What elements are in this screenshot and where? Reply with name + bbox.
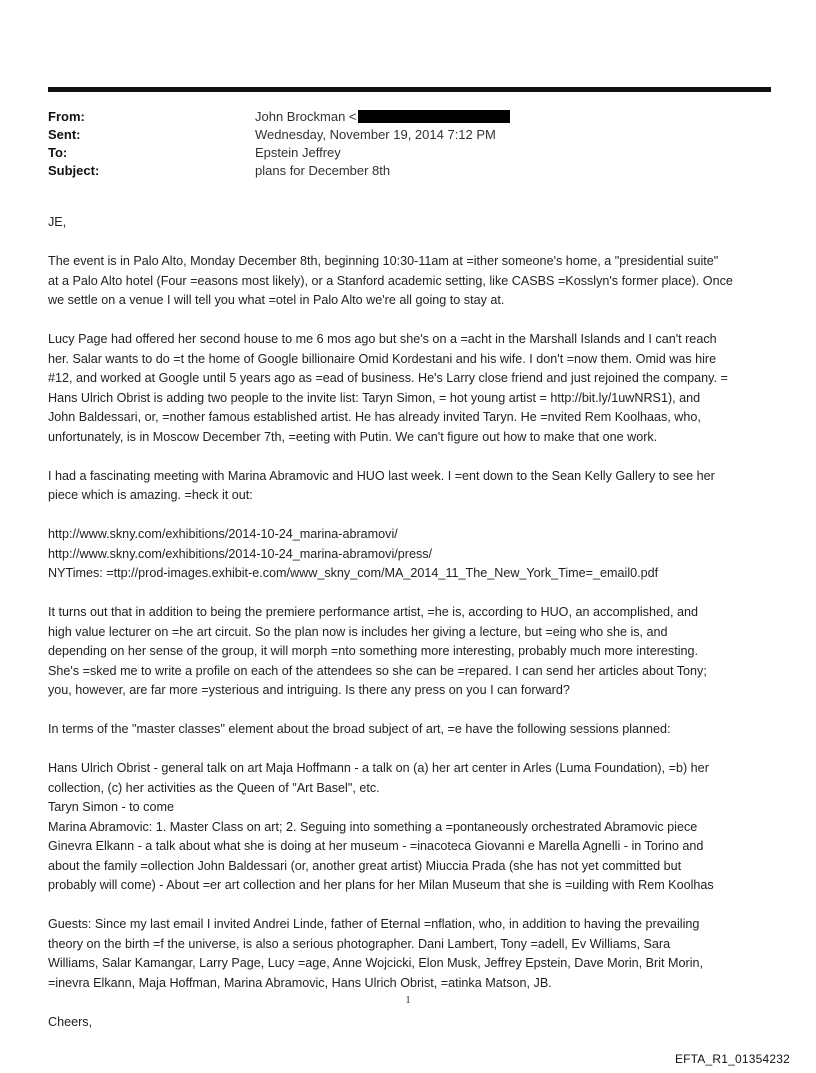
- body-paragraph: In terms of the "master classes" element about the broad subject of art, =e have the following sessions planned:: [48, 722, 671, 736]
- from-sender: John Brockman <: [255, 109, 357, 124]
- from-row: [48, 108, 768, 126]
- bates-number: EFTA_R1_01354232: [674, 1052, 790, 1066]
- to-value: Epstein Jeffrey: [255, 145, 341, 160]
- from-label: From:: [48, 109, 85, 124]
- body-paragraph: It turns out that in addition to being the premiere performance artist, =he is, according to HUO, an accomplished, and high value lecturer on =he art circuit. So the plan now is includes her giving a lecture, but =eing who she is, and depending on her sense of the group, it will morph =nto something more interesting, probably much more interesting. She's =sked me to write a profile on each of the attendees so she can be =repared. I can send her articles about Tony; you, however, are far more =ysterious and intriguing. Is there any press on you I can forward?: [48, 605, 707, 697]
- subject-label: Subject:: [48, 163, 100, 178]
- to-label: To:: [48, 145, 68, 160]
- sent-label: Sent:: [48, 127, 81, 142]
- sessions-list: Hans Ulrich Obrist - general talk on art Maja Hoffmann - a talk on (a) her art center in Arles (Luma Foundation), =b) her collection, (c) her activities as the Queen of "Art Basel", etc. Taryn Simon - to come Marina Abramovic: 1. Master Class on art; 2. Seguing into something a =pontaneously orchestrated Abramovic piece Ginevra Elkann - a talk about what she is doing at her museum - =inacoteca Giovanni e Marella Agnelli - in Torino and about the family =ollection John Baldessari (or, another great artist) Miuccia Prada (she has not yet committed but probably will come) - About =er art collection and her plans for her Milan Museum that she is =uilding with Rem Koolhas: [48, 761, 714, 892]
- email-header: [48, 108, 768, 180]
- body-paragraph: I had a fascinating meeting with Marina Abramovic and HUO last week. I =ent down to the Sean Kelly Gallery to see her piece which is amazing. =heck it out:: [48, 468, 715, 502]
- sent-row: [48, 126, 768, 144]
- body-paragraph: The event is in Palo Alto, Monday December 8th, beginning 10:30-11am at =ither someone's home, a "presidential suite" at a Palo Alto hotel (Four =easons most likely), or a Stanford academic setting, like CASBS =Kosslyn's former place). Once we settle on a venue I will tell you what =otel in Palo Alto we're all going to stay at.: [48, 254, 733, 307]
- guests-paragraph: Guests: Since my last email I invited Andrei Linde, father of Eternal =nflation, who, in addition to having the prevailing theory on the birth =f the universe, is also a serious photographer. Dani Lambert, Tony =adell, Ev Williams, Sara Williams, Salar Kamangar, Larry Page, Lucy =age, Anne Wojcicki, Elon Musk, Jeffrey Epstein, Dave Morin, Brit Morin, =inevra Elkann, Maja Hoffman, Marina Abramovic, Hans Ulrich Obrist, =atinka Matson, JB.: [48, 917, 704, 990]
- greeting: JE,: [48, 215, 67, 229]
- to-row: [48, 144, 768, 162]
- header-rule: [48, 87, 771, 92]
- redaction-box: [358, 110, 510, 123]
- subject-row: [48, 162, 768, 180]
- from-value: [255, 108, 768, 126]
- subject-value: plans for December 8th: [255, 163, 391, 178]
- sign-off: Cheers,: [48, 1014, 93, 1029]
- link-list: http://www.skny.com/exhibitions/2014-10-24_marina-abramovi/ http://www.skny.com/exhibitions/2014-10-24_marina-abramovi/press/ NYTimes: =ttp://prod-images.exhibit-e.com/www_skny_com/MA_2014_11_The_New_York_Time=_email0.pdf: [48, 527, 659, 580]
- page-number: 1: [405, 994, 411, 1006]
- sent-value: Wednesday, November 19, 2014 7:12 PM: [255, 127, 496, 142]
- body-paragraph: Lucy Page had offered her second house to me 6 mos ago but she's on a =acht in the Marshall Islands and I can't reach her. Salar wants to do =t the home of Google billionaire Omid Kordestani and his wife. I don't =now them. Omid was hire #12, and worked at Google until 5 years ago as =ead of business. He's Larry close friend and just rejoined the company. = Hans Ulrich Obrist is adding two people to the invite list: Taryn Simon, = hot young artist = http://bit.ly/1uwNRS1), and John Baldessari, or, =nother famous established artist. He has already invited Taryn. He =nvited Rem Koolhaas, who, unfortunately, is in Moscow December 7th, =eeting with Putin. We can't figure out how to make that one work.: [48, 332, 728, 444]
- email-body: [48, 213, 772, 1052]
